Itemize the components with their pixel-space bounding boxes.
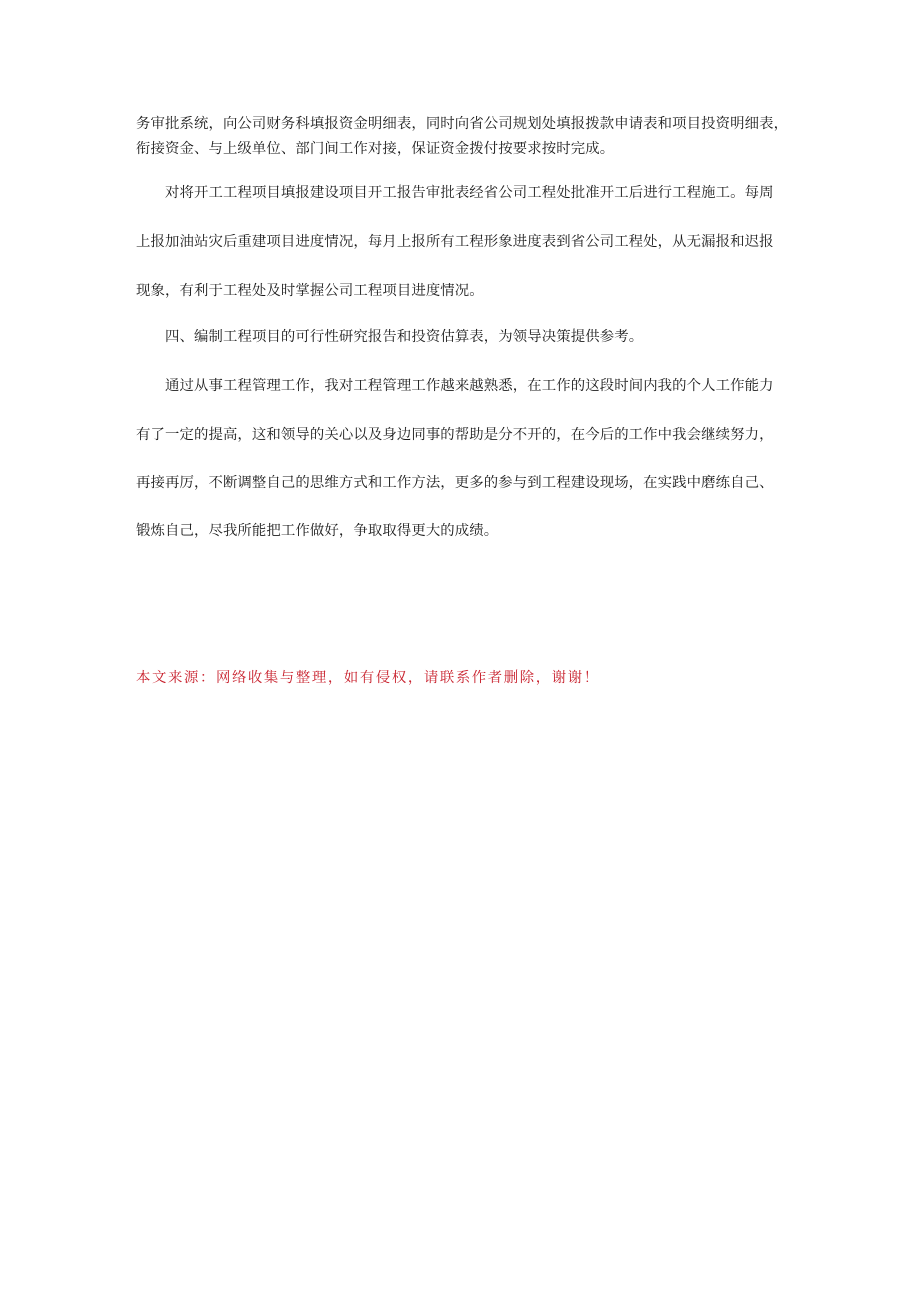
paragraph-4-line-2: 有了一定的提高，这和领导的关心以及身边同事的帮助是分不开的，在今后的工作中我会继续努力， [136,427,774,443]
paragraph-2-line-1: 对将开工工程项目填报建设项目开工报告审批表经省公司工程处批准开工后进行工程施工。每周 [165,185,774,201]
paragraph-2-line-3: 现象，有利于工程处及时掌握公司工程项目进度情况。 [136,283,484,299]
paragraph-2-line-2: 上报加油站灾后重建项目进度情况，每月上报所有工程形象进度表到省公司工程处，从无漏报和迟报 [136,234,774,250]
paragraph-4-line-3: 再接再厉，不断调整自己的思维方式和工作方法，更多的参与到工程建设现场，在实践中磨练自己、 [136,475,774,491]
paragraph-1-line-2: 衔接资金、与上级单位、部门间工作对接，保证资金拨付按要求按时完成。 [136,141,615,157]
paragraph-3-line-1: 四、编制工程项目的可行性研究报告和投资估算表，为领导决策提供参考。 [165,329,644,345]
paragraph-1-line-1: 务审批系统，向公司财务科填报资金明细表，同时向省公司规划处填报拨款申请表和项目投资明细表， [136,116,789,132]
paragraph-4-line-1: 通过从事工程管理工作，我对工程管理工作越来越熟悉，在工作的这段时间内我的个人工作能力 [165,378,774,394]
paragraph-4-line-4: 锻炼自己，尽我所能把工作做好，争取取得更大的成绩。 [136,523,499,539]
source-note: 本文来源：网络收集与整理，如有侵权，请联系作者删除，谢谢！ [136,670,600,686]
